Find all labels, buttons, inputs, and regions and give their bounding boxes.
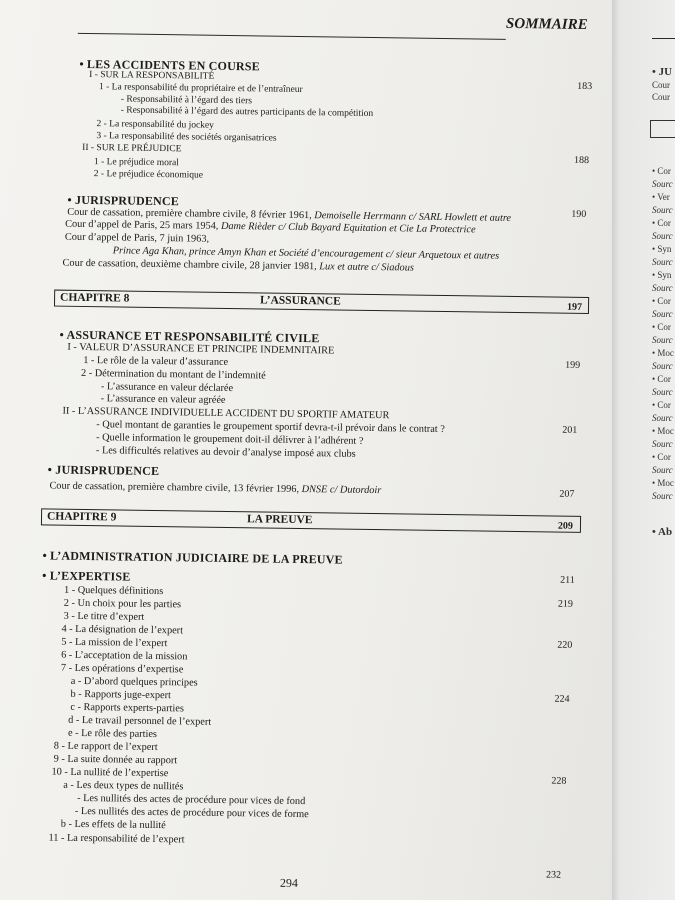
- page-number: 294: [279, 875, 299, 891]
- toc-entry: 7 - Les opérations d’expertise: [60, 662, 184, 676]
- right-page-line: Sourc: [652, 387, 673, 397]
- right-page-box: [650, 120, 675, 138]
- chapter-label: CHAPITRE 8: [60, 291, 130, 305]
- toc-entry: - L’assurance en valeur agréée: [100, 393, 226, 406]
- case-court: Cour d’appel de Paris, 7 juin 1963,: [64, 231, 210, 245]
- right-page-line: Sourc: [652, 413, 673, 423]
- chapter-label: CHAPITRE 9: [46, 510, 117, 524]
- toc-entry: 5 - La mission de l’expert: [61, 636, 168, 650]
- toc-entry: 11 - La responsabilité de l’expert: [48, 832, 185, 846]
- toc-page-number: 220: [557, 639, 573, 651]
- toc-entry: 1 - La responsabilité du propriétaire et de l’entraîneur: [98, 82, 303, 96]
- toc-entry: 2 - Le préjudice économique: [93, 169, 204, 181]
- toc-entry: - Les nullités des actes de procédure pour vices de fond: [77, 792, 306, 808]
- chapter-page: 209: [557, 520, 574, 532]
- right-page-line: Sourc: [652, 283, 673, 293]
- right-page-line: • JU: [652, 66, 673, 78]
- case-court: Cour de cassation, deuxième chambre civile, 28 janvier 1981,: [62, 257, 320, 273]
- right-page-line: • Syn: [652, 270, 672, 280]
- toc-entry: - Les nullités des actes de procédure pour vices de forme: [74, 805, 309, 821]
- toc-page-number: 232: [546, 869, 562, 881]
- case-citation: [65, 232, 209, 245]
- case-parties: Demoiselle Herrmann c/ SARL Howlett et autre: [314, 210, 512, 224]
- case-parties: Dame Rièder c/ Club Bayard Equitation et Cie La Protectrice: [220, 220, 476, 236]
- case-court: Cour de cassation, première chambre civile, 8 février 1961,: [67, 206, 315, 222]
- toc-page-number: 190: [571, 208, 587, 220]
- chapter-title: L’ASSURANCE: [260, 294, 341, 308]
- right-page-line: • Cor: [652, 218, 671, 228]
- chapter-title: LA PREUVE: [246, 513, 313, 527]
- right-page-line: • Cor: [652, 374, 671, 384]
- header-rule: [78, 33, 506, 40]
- toc-entry: 8 - Le rapport de l’expert: [53, 740, 158, 754]
- right-page-line: Cour: [652, 92, 670, 102]
- toc-entry: 9 - La suite donnée au rapport: [53, 753, 178, 767]
- header-rule: [652, 38, 675, 39]
- right-page-line: Sourc: [652, 439, 673, 449]
- toc-page-number: 224: [554, 693, 570, 705]
- toc-entry: 10 - La nullité de l’expertise: [51, 766, 169, 780]
- toc-entry: 1 - Le rôle de la valeur d’assurance: [83, 354, 229, 368]
- chapter-page: 197: [566, 301, 583, 313]
- right-page-line: • Syn: [652, 244, 672, 254]
- case-citation: [63, 258, 414, 274]
- case-citation: [49, 481, 381, 497]
- toc-page-number: 207: [559, 488, 575, 500]
- case-court: Cour d’appel de Paris, 25 mars 1954,: [65, 218, 222, 232]
- toc-entry: e - Le rôle des parties: [67, 727, 158, 741]
- right-page-line: • Cor: [652, 322, 671, 332]
- right-page-line: • Moc: [652, 478, 674, 488]
- toc-entry: 3 - La responsabilité des sociétés organisatrices: [96, 131, 277, 144]
- toc-entry: 3 - Le titre d’expert: [63, 610, 145, 623]
- toc-entry: - Quelle information le groupement doit-il délivrer à l’adhérent ?: [96, 432, 364, 447]
- toc-entry: 4 - La désignation de l’expert: [61, 623, 184, 637]
- right-page-line: Sourc: [652, 179, 673, 189]
- toc-entry: b - Les effets de la nullité: [60, 818, 166, 832]
- right-page-line: Sourc: [652, 231, 673, 241]
- toc-entry: c - Rapports experts-parties: [70, 701, 184, 715]
- toc-page-number: 211: [560, 574, 575, 586]
- right-page-line: • Cor: [652, 400, 671, 410]
- right-page-line: • Moc: [652, 348, 674, 358]
- right-page-line: Cour: [652, 80, 670, 90]
- toc-entry: I - SUR LA RESPONSABILITÉ: [89, 70, 215, 82]
- toc-entry: b - Rapports juge-expert: [70, 688, 172, 702]
- toc-entry: 1 - Quelques définitions: [63, 584, 164, 598]
- chapter-banner: [41, 508, 581, 533]
- case-parties: Prince Aga Khan, prince Amyn Khan et Société d’encouragement c/ sieur Arquetoux et autres: [112, 245, 500, 262]
- toc-entry: 1 - Le préjudice moral: [93, 157, 179, 169]
- right-page-line: Sourc: [652, 465, 673, 475]
- right-page-line: Sourc: [652, 335, 673, 345]
- section-heading-jurisprudence: • JURISPRUDENCE: [47, 462, 160, 479]
- right-page-line: Sourc: [652, 205, 673, 215]
- right-page-line: Sourc: [652, 257, 673, 267]
- toc-entry: II - L’ASSURANCE INDIVIDUELLE ACCIDENT DU SPORTIF AMATEUR: [62, 405, 390, 422]
- right-page-line: Sourc: [652, 491, 673, 501]
- page-title: SOMMAIRE: [505, 15, 588, 33]
- right-page-line: • Moc: [652, 426, 674, 436]
- toc-entry: - L’assurance en valeur déclarée: [100, 381, 234, 395]
- toc-entry: a - Les deux types de nullités: [63, 779, 184, 793]
- toc-page-number: 219: [557, 598, 573, 610]
- toc-entry: I - VALEUR D’ASSURANCE ET PRINCIPE INDEMNITAIRE: [67, 341, 335, 357]
- toc-entry: - Les difficultés relatives au devoir d’analyse imposé aux clubs: [95, 445, 356, 460]
- right-page-edge: [612, 0, 675, 900]
- case-court: Cour de cassation, première chambre civile, 13 février 1996,: [49, 480, 302, 496]
- toc-page-number: 183: [577, 80, 593, 93]
- right-page-line: Sourc: [652, 361, 673, 371]
- toc-page-number: 228: [551, 775, 567, 787]
- right-page-line: • Ab: [652, 526, 673, 538]
- toc-entry: 6 - L’acceptation de la mission: [61, 649, 188, 663]
- toc-entry: a - D’abord quelques principes: [70, 675, 198, 689]
- toc-page-number: 188: [573, 154, 590, 167]
- toc-entry: - Quel montant de garanties le groupement sportif devra-t-il prévoir dans le contrat ?: [96, 419, 445, 436]
- toc-page-number: 199: [565, 359, 581, 371]
- case-parties: DNSE c/ Dutordoir: [301, 484, 382, 497]
- toc-entry: d - Le travail personnel de l’expert: [68, 714, 212, 728]
- toc-entry: 2 - La responsabilité du jockey: [96, 119, 214, 131]
- right-page-line: • Cor: [652, 296, 671, 306]
- section-heading-jurisprudence: • JURISPRUDENCE: [67, 192, 180, 209]
- section-heading-assurance: • ASSURANCE ET RESPONSABILITÉ CIVILE: [59, 327, 320, 346]
- toc-entry: 2 - Détermination du montant de l’indemnité: [80, 367, 266, 382]
- chapter-banner: [54, 290, 589, 314]
- section-heading-accidents: • LES ACCIDENTS EN COURSE: [79, 56, 261, 74]
- right-page-line: • Ver: [652, 192, 670, 202]
- toc-entry: 2 - Un choix pour les parties: [63, 597, 182, 611]
- toc-page-number: 201: [562, 424, 578, 436]
- case-parties: Lux et autre c/ Siadous: [319, 261, 414, 274]
- right-page-line: • Cor: [652, 166, 671, 176]
- section-heading-administration: • L’ADMINISTRATION JUDICIAIRE DE LA PREUVE: [42, 548, 343, 567]
- right-page-line: Sourc: [652, 309, 673, 319]
- toc-entry: - Responsabilité à l’égard des tiers: [120, 94, 253, 107]
- toc-entry: - Responsabilité à l’égard des autres participants de la compétition: [120, 105, 374, 119]
- right-page-line: • Cor: [652, 452, 671, 462]
- toc-entry: II - SUR LE PRÉJUDICE: [82, 142, 182, 155]
- section-heading-expertise: • L’EXPERTISE: [42, 568, 131, 584]
